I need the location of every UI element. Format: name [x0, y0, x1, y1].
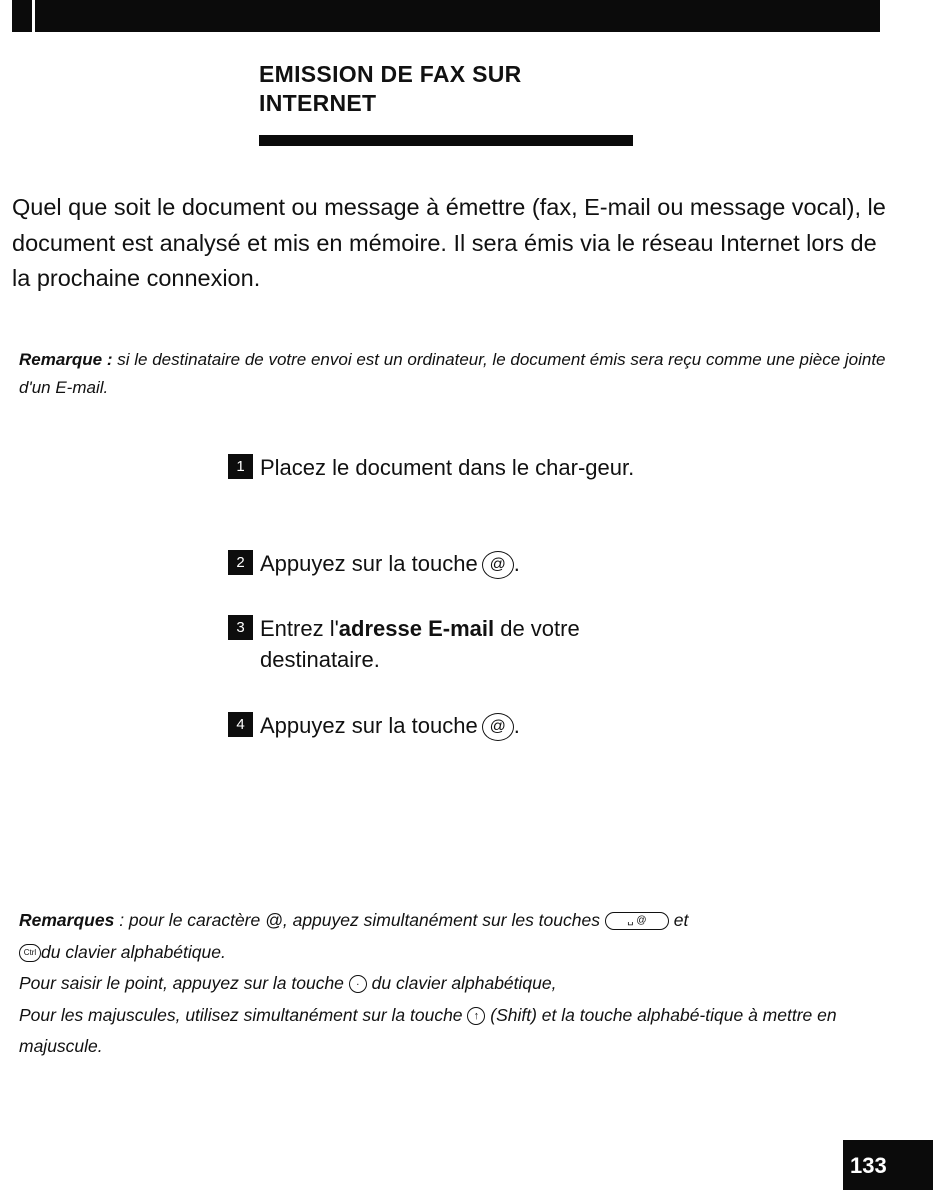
remarks-block [19, 905, 899, 1063]
remarks-text: du clavier alphabétique, [366, 973, 557, 993]
remarks-text: Pour les majuscules, utilisez simultanément sur la touche [19, 1004, 468, 1025]
page-title-line-2: INTERNET [259, 90, 377, 116]
step-text-bold: adresse E-mail [338, 616, 495, 641]
step-text-pre: Entrez l' [260, 616, 339, 641]
remarks-text: du clavier alphabétique. [41, 941, 226, 962]
remark-text: si le destinataire de votre envoi est un ordinateur, le document émis sera reçu comme une pièce jointe d'un E-mail. [19, 350, 886, 397]
title-underline-bar [259, 135, 633, 146]
step-text-post: de votre destinataire. [260, 616, 580, 672]
remarks-label: Remarques [19, 910, 115, 930]
intro-paragraph: Quel que soit le document ou message à émettre (fax, E-mail ou message vocal), le document est analysé et mis en mémoire. Il sera émis via le réseau Internet lors de la prochaine connexion. [12, 194, 886, 291]
remarks-text: et [668, 910, 689, 930]
remarks-text: : pour le caractère @, appuyez simultanément sur les touches [114, 910, 605, 930]
step-text [260, 710, 640, 741]
step-number-badge: 2 [228, 550, 253, 575]
dot-key-icon: . [349, 975, 367, 993]
step-number-badge: 1 [228, 454, 253, 479]
at-key-icon: @ [482, 713, 514, 741]
remark-label: Remarque : [19, 350, 113, 369]
remarks-text: (Shift) et la touche alphabé-tique à mettre en majuscule. [19, 1004, 837, 1056]
remark-note [19, 346, 899, 402]
page-title-line-1: EMISSION DE FAX SUR [259, 61, 522, 87]
step-end: . [513, 551, 520, 576]
step-instruction: Appuyez sur la touche [260, 551, 478, 576]
step-instruction: Appuyez sur la touche [260, 713, 478, 738]
remarks-text: Pour saisir le point, appuyez sur la touche [19, 973, 349, 993]
header-bar [12, 0, 880, 32]
step-text: Placez le document dans le char-geur. [260, 455, 635, 480]
step-number-badge: 3 [228, 615, 253, 640]
page-title [259, 60, 679, 118]
space-at-key-icon: ␣ @ [605, 912, 669, 930]
step-number-badge: 4 [228, 712, 253, 737]
at-key-icon: @ [482, 551, 514, 579]
remarks-line-2 [19, 968, 899, 1000]
shift-key-icon: ↑ [467, 1007, 485, 1025]
step-text [260, 613, 640, 675]
step-text [260, 548, 640, 579]
remarks-line-3 [19, 1000, 899, 1063]
page-number: 133 [843, 1140, 933, 1190]
remarks-line-1 [19, 905, 899, 968]
ctrl-key-icon: Ctrl [19, 944, 41, 962]
step-end: . [513, 713, 520, 738]
header-bar-tick [32, 0, 35, 32]
